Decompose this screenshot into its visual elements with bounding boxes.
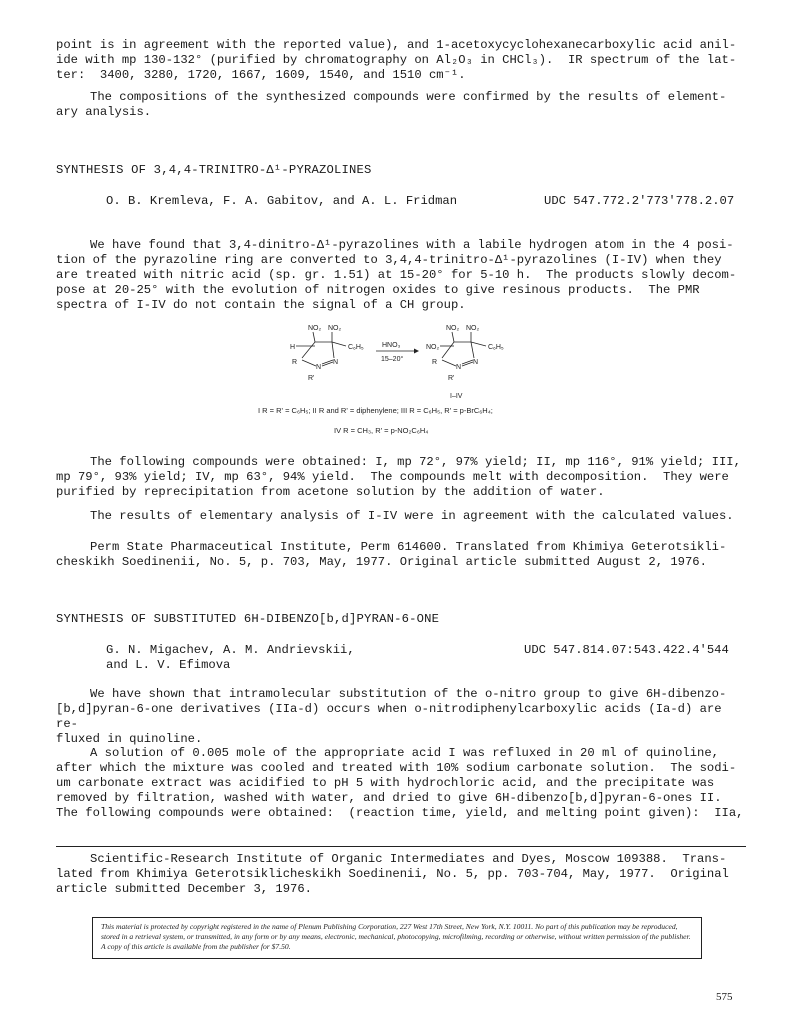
conditions-label: 15–20° xyxy=(381,356,404,363)
left-no2-a: NO₂ xyxy=(308,325,322,332)
intro-paragraph-1: point is in agreement with the reported value), and 1-acetoxycyclohexanecarboxylic acid anil- ide with mp 130-132° (purified by chromatography on Al₂O₃ in CHCl₃). IR spectrum of the lat- ter: 3400, 3280, 1720, 1667, 1609, 1540, and 1510 cm⁻¹. xyxy=(56,38,737,82)
left-ring-bonds xyxy=(296,332,346,366)
article1-paragraph-1: We have found that 3,4-dinitro-Δ¹-pyrazolines with a labile hydrogen atom in the 4 posi- tion of the pyrazoline ring are converted to 3,4,4-trinitro-Δ¹-pyrazolines (I-IV) when they are treated with nitric acid (sp. gr. 1.51) at 15-20° for 5-10 h. The products slowly decom- pose at 20-25° with the evolution of nitrogen oxides to give resinous products. The PMR spectra of I-IV do not contain the signal of a CH group. xyxy=(56,238,737,312)
compound-label: I–IV xyxy=(450,393,463,400)
right-n2: N xyxy=(473,359,479,366)
right-c6h5: C₆H₅ xyxy=(488,344,504,351)
right-no2-b: NO₂ xyxy=(466,325,480,332)
left-h: H xyxy=(290,344,296,351)
left-r: R xyxy=(292,359,298,366)
right-r: R xyxy=(432,359,438,366)
right-no2-a: NO₂ xyxy=(446,325,460,332)
right-ring-bonds xyxy=(440,332,486,366)
article1-authors: O. B. Kremleva, F. A. Gabitov, and A. L. Fridman xyxy=(106,194,458,208)
scheme-legend-line-2: IV R = CH₃, R' = p-NO₂C₆H₄ xyxy=(334,426,429,435)
scheme-legend-line-1: I R = R' = C₆H₅; II R and R' = diphenylene; III R = C₆H₅, R' = p-BrC₆H₄; xyxy=(258,406,493,415)
article2-paragraph-2: A solution of 0.005 mole of the appropriate acid I was refluxed in 20 ml of quinoline, after which the mixture was cooled and treated with 10% sodium carbonate solution. The sodi- um carbonate extract was acidified to pH 5 with hydrochloric acid, and the precipitate was removed by filtration, washed with water, and dried to give 6H-dibenzo[b,d]pyran-6-ones II. The following compounds were obtained: (reaction time, yield, and melting point given): IIa, xyxy=(56,746,744,820)
page-number: 575 xyxy=(716,991,733,1003)
left-n: N xyxy=(316,364,322,371)
right-n: N xyxy=(456,364,462,371)
article1-affiliation: Perm State Pharmaceutical Institute, Perm 614600. Translated from Khimiya Geterotsikli- cheskikh Soedinenii, No. 5, p. 703, May, 1977. Original article submitted August 2, 1976. xyxy=(56,540,727,569)
reagent-label: HNO₃ xyxy=(382,342,401,349)
article1-paragraph-3: The results of elementary analysis of I-IV were in agreement with the calculated values. xyxy=(90,509,734,523)
left-r-prime: R' xyxy=(308,375,315,382)
reaction-arrowhead xyxy=(414,349,419,354)
left-n2: N xyxy=(333,359,339,366)
article2-title: SYNTHESIS OF SUBSTITUTED 6H-DIBENZO[b,d]PYRAN-6-ONE xyxy=(56,612,440,626)
left-c6h5: C₆H₅ xyxy=(348,344,364,351)
right-no2-c: NO₂ xyxy=(426,344,440,351)
article1-title: SYNTHESIS OF 3,4,4-TRINITRO-Δ¹-PYRAZOLINES xyxy=(56,163,372,177)
article2-paragraph-1: We have shown that intramolecular substitution of the o-nitro group to give 6H-dibenzo- [b,d]pyran-6-one derivatives (IIa-d) occurs when o-nitrodiphenylcarboxylic acids (Ia-d) are re- fluxed in quinoline. xyxy=(56,687,727,746)
copyright-notice: This material is protected by copyright registered in the name of Plenum Publishing Corporation, 227 West 17th Street, New York, N.Y. 10011. No part of this publication may be reproduced, stored in a retrieval system, or transmitted, in any form or by any means, electronic, mechanical, photocopying, microfilming, recording or otherwise, without written permission of the publisher. A copy of this article is available from the publisher for $7.50. xyxy=(92,917,702,959)
right-r-prime: R' xyxy=(448,375,455,382)
article1-udc: UDC 547.772.2'773'778.2.07 xyxy=(544,194,735,208)
article2-authors: G. N. Migachev, A. M. Andrievskii, and L. V. Efimova xyxy=(106,643,355,672)
article2-udc: UDC 547.814.07:543.422.4'544 xyxy=(524,643,729,657)
article1-paragraph-2: The following compounds were obtained: I, mp 72°, 97% yield; II, mp 116°, 91% yield; III, mp 79°, 93% yield; IV, mp 63°, 94% yield. The compounds melt with decomposition. They were purified by reprecipitation from acetone solution by the addition of water. xyxy=(56,455,741,499)
intro-paragraph-2: The compositions of the synthesized compounds were confirmed by the results of element- ary analysis. xyxy=(56,90,727,119)
left-no2-b: NO₂ xyxy=(328,325,342,332)
footnote-rule xyxy=(56,846,746,847)
footnote: Scientific-Research Institute of Organic Intermediates and Dyes, Moscow 109388. Trans- lated from Khimiya Geterotsiklicheskikh Soedinenii, No. 5, pp. 703-704, May, 1977. Original article submitted December 3, 1976. xyxy=(56,852,729,896)
